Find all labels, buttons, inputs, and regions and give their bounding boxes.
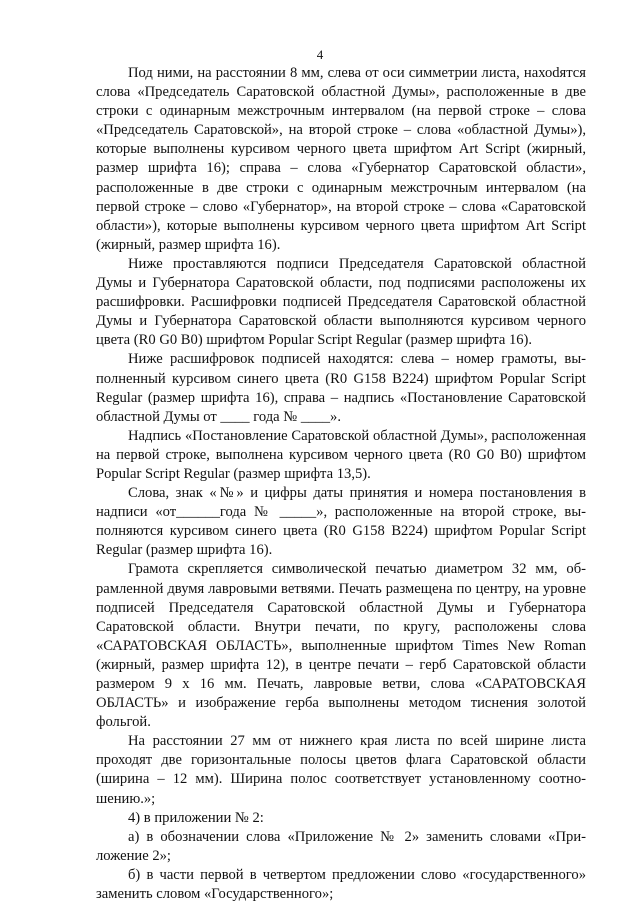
document-body: [96, 64, 586, 904]
paragraph-item-a: а) в обозначении слова «Приложение № 2» заменить словами «Приложение 2»;: [96, 828, 586, 864]
paragraph-seal: Грамота скрепляется символической печатью диаметром 32 мм, обрамленной двумя лавровыми ветвями. Печать размещена по центру, на уровне подписей Председателя Саратовской областной Думы и Губернатора Саратовской области. Внутри печати, по кругу, расположены слова «САРАТОВСКАЯ ОБЛАСТЬ», выполненные шрифтом Times New Roman (жирный, размер шрифта 12), в центре печати – герб Саратовской области размером 9 х 16 мм. Печать, лавровые ветви, слова «САРАТОВСКАЯ ОБЛАСТЬ» и изображение герба выполнены методом тиснения золотой фольгой.: [96, 561, 586, 731]
paragraph-item-b: б) в части первой в четвертом предложении слово «государственного» заменить словом «Государственного»;: [96, 866, 586, 903]
paragraph-resolution-caption: Надпись «Постановление Саратовской областной Думы», расположенная на первой строке, выполнена курсивом черного цвета (R0 G0 B0) шрифтом Popular Script Regular (размер шрифта 13,5).: [96, 427, 586, 482]
page-number: 4: [316, 47, 324, 62]
paragraph-signatures: Ниже проставляются подписи Председателя Саратовской областной Думы и Губернатора Саратовской области, под подписями расположены их расшифровки. Расшифровки подписей Председателя Саратовской областной Думы и Губернатора Саратовской области выполняются курсивом черного цвета (R0 G0 B0) шрифтом Popular Script Regular (размер шрифта 16).: [96, 255, 586, 349]
paragraph-signature-titles: Под ними, на расстоянии 8 мм, слева от оси симметрии листа, нахоdятся слова «Председатель Саратовской областной Думы», расположенные в две строки с одинарным межстрочным интервалом (на первой строке – слова «Председатель Саратовской», на второй строке – слова «областной Думы»), которые выполнены курсивом черного цвета шрифтом Art Script (жирный, размер шрифта 16); справа – слова «Губернатор Саратовской области», расположенные в две строки с одинарным межстрочным интервалом (на первой строке – слово «Губернатор», на второй строке – слова «Саратовской области»), которые выполнены курсивом черного цвета шрифтом Art Script (жирный, размер шрифта 16).: [96, 65, 586, 253]
paragraph-flag-stripes: На расстоянии 27 мм от нижнего края листа по всей ширине листа проходят две горизонтальные полосы цветов флага Саратовской области (ширина – 12 мм). Ширина полос соответствует установленному соотношению.»;: [96, 733, 586, 807]
paragraph-certificate-number: Ниже расшифровок подписей находятся: слева – номер грамоты, выполненный курсивом синего цвета (R0 G158 B224) шрифтом Popular Script Regular (размер шрифта 16), справа – надпись «Постановление Саратовской областной Думы от ____ года № ____».: [96, 351, 586, 425]
paragraph-appendix-2: 4) в приложении № 2:: [128, 809, 264, 826]
paragraph-date-number: Слова, знак «№» и цифры даты принятия и номера постановления в надписи «от______года № _____», расположенные на второй строке, выполняются курсивом синего цвета (R0 G158 B224) шрифтом Popular Script Regular (размер шрифта 16).: [96, 485, 586, 559]
